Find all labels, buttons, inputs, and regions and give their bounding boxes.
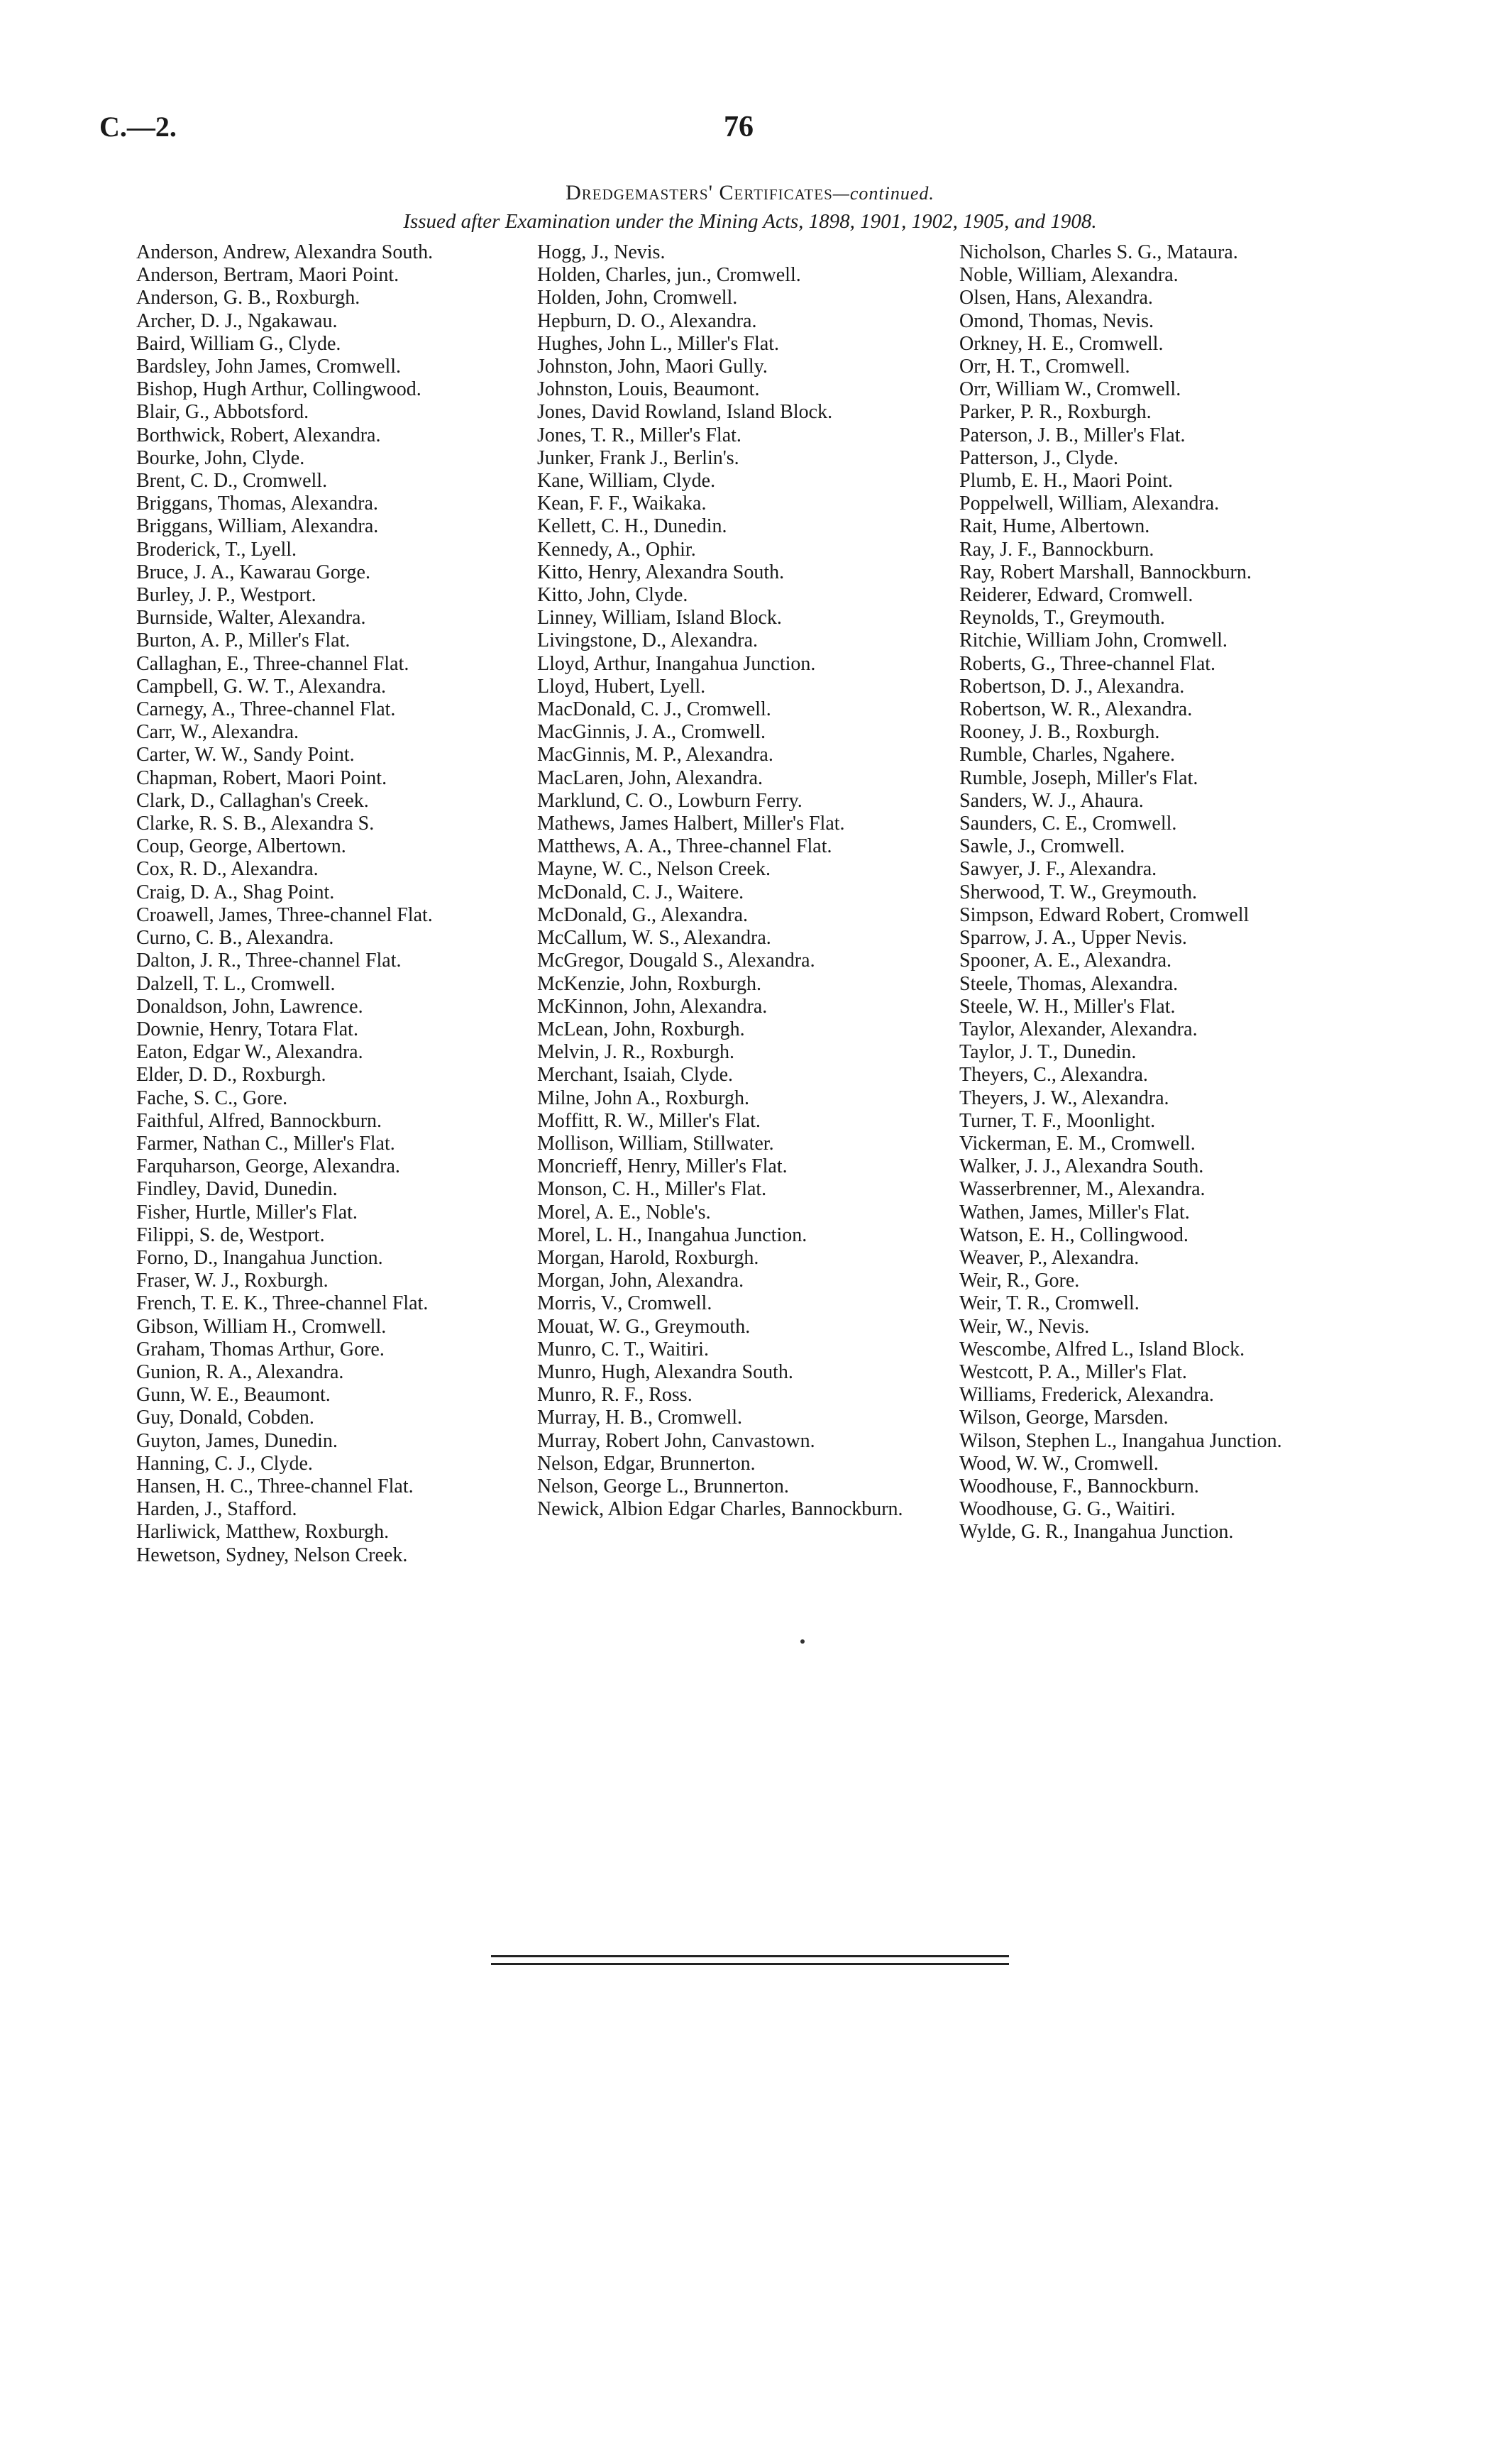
certificate-holder-entry: Reynolds, T., Greymouth. <box>959 607 1165 629</box>
certificate-holder-entry: Blair, G., Abbotsford. <box>136 401 309 424</box>
certificate-holder-entry: Roberts, G., Three-channel Flat. <box>959 652 1216 675</box>
certificate-holder-entry: Milne, John A., Roxburgh. <box>537 1087 749 1109</box>
certificate-holder-entry: Nelson, Edgar, Brunnerton. <box>537 1452 756 1475</box>
certificate-holder-entry: Harliwick, Matthew, Roxburgh. <box>136 1521 390 1544</box>
certificate-holder-entry: Moffitt, R. W., Miller's Flat. <box>537 1109 761 1132</box>
certificate-holder-entry: Borthwick, Robert, Alexandra. <box>136 424 381 446</box>
certificate-holder-entry: Paterson, J. B., Miller's Flat. <box>959 424 1186 446</box>
page-reference: C.—2. <box>99 111 177 143</box>
certificate-holder-entry: Morgan, John, Alexandra. <box>537 1270 744 1292</box>
certificate-holder-entry: McKinnon, John, Alexandra. <box>537 995 768 1018</box>
certificate-holder-entry: Filippi, S. de, Westport. <box>136 1223 325 1246</box>
certificate-holder-entry: Anderson, Andrew, Alexandra South. <box>136 241 434 263</box>
certificate-holder-entry: Lloyd, Hubert, Lyell. <box>537 675 706 698</box>
certificate-holder-entry: Livingstone, D., Alexandra. <box>537 629 759 652</box>
certificate-holder-entry: Nelson, George L., Brunnerton. <box>537 1475 789 1497</box>
page-number: 76 <box>724 111 754 143</box>
certificate-holder-entry: Harden, J., Stafford. <box>136 1498 297 1521</box>
certificate-holder-entry: Chapman, Robert, Maori Point. <box>136 766 387 789</box>
section-title-main: Dredgemasters' Certificates <box>566 181 833 204</box>
certificate-holder-entry: Weir, T. R., Cromwell. <box>959 1292 1140 1315</box>
certificate-holder-entry: Findley, David, Dunedin. <box>136 1178 338 1201</box>
certificate-holder-entry: MacLaren, John, Alexandra. <box>537 766 763 789</box>
certificate-holder-entry: Watson, E. H., Collingwood. <box>959 1223 1189 1246</box>
certificate-holder-entry: Kane, William, Clyde. <box>537 470 716 493</box>
certificate-holder-entry: Mollison, William, Stillwater. <box>537 1132 774 1155</box>
certificate-holder-entry: Mathews, James Halbert, Miller's Flat. <box>537 813 845 835</box>
certificate-holder-entry: Guy, Donald, Cobden. <box>136 1407 314 1429</box>
certificate-holder-entry: Olsen, Hans, Alexandra. <box>959 287 1153 309</box>
certificate-holder-entry: Theyers, J. W., Alexandra. <box>959 1087 1169 1109</box>
certificate-holder-entry: Elder, D. D., Roxburgh. <box>136 1064 326 1087</box>
certificate-holder-entry: Turner, T. F., Moonlight. <box>959 1109 1156 1132</box>
certificate-holder-entry: Woodhouse, F., Bannockburn. <box>959 1475 1199 1497</box>
certificate-holder-entry: Morel, L. H., Inangahua Junction. <box>537 1223 807 1246</box>
certificate-holder-entry: Archer, D. J., Ngakawau. <box>136 309 338 332</box>
certificate-holder-entry: MacDonald, C. J., Cromwell. <box>537 698 771 721</box>
certificate-holder-entry: Merchant, Isaiah, Clyde. <box>537 1064 734 1087</box>
certificate-holder-entry: Reiderer, Edward, Cromwell. <box>959 584 1193 607</box>
certificate-holder-entry: Hepburn, D. O., Alexandra. <box>537 309 757 332</box>
certificate-holder-entry: Munro, R. F., Ross. <box>537 1384 693 1407</box>
ink-speck <box>800 1639 805 1644</box>
certificate-holder-entry: Woodhouse, G. G., Waitiri. <box>959 1498 1176 1521</box>
certificate-holder-entry: Wathen, James, Miller's Flat. <box>959 1201 1190 1223</box>
certificate-holder-entry: Ray, J. F., Bannockburn. <box>959 538 1154 561</box>
certificate-holder-entry: Hansen, H. C., Three-channel Flat. <box>136 1475 414 1497</box>
section-title <box>0 181 1500 205</box>
certificate-holder-entry: Hanning, C. J., Clyde. <box>136 1452 313 1475</box>
certificate-holder-entry: Bishop, Hugh Arthur, Collingwood. <box>136 378 421 401</box>
certificate-holder-entry: Cox, R. D., Alexandra. <box>136 858 319 881</box>
certificate-holder-entry: Bruce, J. A., Kawarau Gorge. <box>136 561 370 583</box>
certificate-holder-entry: Wilson, Stephen L., Inangahua Junction. <box>959 1429 1282 1452</box>
certificate-holder-entry: Steele, Thomas, Alexandra. <box>959 972 1179 995</box>
certificate-holder-entry: Campbell, G. W. T., Alexandra. <box>136 675 387 698</box>
certificate-holder-entry: French, T. E. K., Three-channel Flat. <box>136 1292 429 1315</box>
certificate-holder-entry: Clark, D., Callaghan's Creek. <box>136 789 369 812</box>
certificate-holder-entry: Farquharson, George, Alexandra. <box>136 1155 400 1178</box>
certificate-holder-entry: McKenzie, John, Roxburgh. <box>537 972 761 995</box>
certificate-holder-entry: Brent, C. D., Cromwell. <box>136 470 328 493</box>
certificate-holder-entry: Gunion, R. A., Alexandra. <box>136 1360 344 1383</box>
certificate-holder-entry: Dalzell, T. L., Cromwell. <box>136 972 336 995</box>
certificate-holder-entry: Kean, F. F., Waikaka. <box>537 493 707 515</box>
names-column-3 <box>959 241 1385 1544</box>
certificate-holder-entry: Ritchie, William John, Cromwell. <box>959 629 1228 652</box>
certificate-holder-entry: Coup, George, Albertown. <box>136 835 346 858</box>
certificate-holder-entry: Orr, H. T., Cromwell. <box>959 356 1130 378</box>
certificate-holder-entry: Omond, Thomas, Nevis. <box>959 309 1154 332</box>
certificate-holder-entry: Weir, W., Nevis. <box>959 1315 1090 1338</box>
certificate-holder-entry: Sanders, W. J., Ahaura. <box>959 789 1144 812</box>
certificate-holder-entry: Robertson, W. R., Alexandra. <box>959 698 1193 721</box>
closing-rule-bottom <box>491 1963 1009 1965</box>
certificate-holder-entry: Orkney, H. E., Cromwell. <box>959 332 1164 355</box>
certificate-holder-entry: McDonald, G., Alexandra. <box>537 903 749 926</box>
certificate-holder-entry: Eaton, Edgar W., Alexandra. <box>136 1041 363 1064</box>
certificate-holder-entry: Rumble, Charles, Ngahere. <box>959 744 1176 766</box>
certificate-holder-entry: Fisher, Hurtle, Miller's Flat. <box>136 1201 358 1223</box>
certificate-holder-entry: Burton, A. P., Miller's Flat. <box>136 629 351 652</box>
certificate-holder-entry: Ray, Robert Marshall, Bannockburn. <box>959 561 1252 583</box>
certificate-holder-entry: Poppelwell, William, Alexandra. <box>959 493 1220 515</box>
certificate-holder-entry: Callaghan, E., Three-channel Flat. <box>136 652 409 675</box>
certificate-holder-entry: Steele, W. H., Miller's Flat. <box>959 995 1176 1018</box>
certificate-holder-entry: Carr, W., Alexandra. <box>136 721 299 744</box>
certificate-holder-entry: Holden, John, Cromwell. <box>537 287 738 309</box>
certificate-holder-entry: Hogg, J., Nevis. <box>537 241 666 263</box>
certificate-holder-entry: Croawell, James, Three-channel Flat. <box>136 903 433 926</box>
certificate-holder-entry: Anderson, G. B., Roxburgh. <box>136 287 360 309</box>
certificate-holder-entry: Downie, Henry, Totara Flat. <box>136 1018 358 1040</box>
certificate-holder-entry: Murray, Robert John, Canvastown. <box>537 1429 815 1452</box>
certificate-holder-entry: Junker, Frank J., Berlin's. <box>537 446 739 469</box>
certificate-holder-entry: Rumble, Joseph, Miller's Flat. <box>959 766 1198 789</box>
certificate-holder-entry: Plumb, E. H., Maori Point. <box>959 470 1174 493</box>
certificate-holder-entry: Jones, T. R., Miller's Flat. <box>537 424 741 446</box>
certificate-holder-entry: Linney, William, Island Block. <box>537 607 782 629</box>
certificate-holder-entry: Briggans, Thomas, Alexandra. <box>136 493 378 515</box>
certificate-holder-entry: Fraser, W. J., Roxburgh. <box>136 1270 329 1292</box>
certificate-holder-entry: Broderick, T., Lyell. <box>136 538 297 561</box>
certificate-holder-entry: Noble, William, Alexandra. <box>959 264 1179 287</box>
certificate-holder-entry: Murray, H. B., Cromwell. <box>537 1407 743 1429</box>
certificate-holder-entry: Kennedy, A., Ophir. <box>537 538 696 561</box>
certificate-holder-entry: Sparrow, J. A., Upper Nevis. <box>959 927 1187 950</box>
certificate-holder-entry: Hewetson, Sydney, Nelson Creek. <box>136 1544 408 1566</box>
certificate-holder-entry: McGregor, Dougald S., Alexandra. <box>537 950 815 972</box>
certificate-holder-entry: Newick, Albion Edgar Charles, Bannockburn. <box>537 1498 903 1521</box>
closing-rule-top <box>491 1955 1009 1957</box>
certificate-holder-entry: Fache, S. C., Gore. <box>136 1087 288 1109</box>
certificate-holder-entry: Wilson, George, Marsden. <box>959 1407 1169 1429</box>
certificate-holder-entry: Moncrieff, Henry, Miller's Flat. <box>537 1155 788 1178</box>
certificate-holder-entry: Kitto, John, Clyde. <box>537 584 688 607</box>
certificate-holder-entry: Johnston, John, Maori Gully. <box>537 356 768 378</box>
certificate-holder-entry: Jones, David Rowland, Island Block. <box>537 401 833 424</box>
certificate-holder-entry: Morgan, Harold, Roxburgh. <box>537 1246 759 1269</box>
certificate-holder-entry: Wood, W. W., Cromwell. <box>959 1452 1159 1475</box>
certificate-holder-entry: Johnston, Louis, Beaumont. <box>537 378 760 401</box>
certificate-holder-entry: McCallum, W. S., Alexandra. <box>537 927 771 950</box>
certificate-holder-entry: Gibson, William H., Cromwell. <box>136 1315 387 1338</box>
certificate-holder-entry: Kellett, C. H., Dunedin. <box>537 515 727 538</box>
certificate-holder-entry: McDonald, C. J., Waitere. <box>537 881 744 903</box>
certificate-holder-entry: McLean, John, Roxburgh. <box>537 1018 745 1040</box>
certificate-holder-entry: Sherwood, T. W., Greymouth. <box>959 881 1197 903</box>
certificate-holder-entry: Theyers, C., Alexandra. <box>959 1064 1148 1087</box>
certificate-holder-entry: Williams, Frederick, Alexandra. <box>959 1384 1214 1407</box>
certificate-holder-entry: Saunders, C. E., Cromwell. <box>959 813 1177 835</box>
certificate-holder-entry: Faithful, Alfred, Bannockburn. <box>136 1109 382 1132</box>
certificate-holder-entry: Briggans, William, Alexandra. <box>136 515 379 538</box>
certificate-holder-entry: Simpson, Edward Robert, Cromwell <box>959 903 1250 926</box>
certificate-holder-entry: Anderson, Bertram, Maori Point. <box>136 264 399 287</box>
certificate-holder-entry: Clarke, R. S. B., Alexandra S. <box>136 813 375 835</box>
certificate-holder-entry: Weaver, P., Alexandra. <box>959 1246 1140 1269</box>
certificate-holder-entry: Holden, Charles, jun., Cromwell. <box>537 264 801 287</box>
certificate-holder-entry: Hughes, John L., Miller's Flat. <box>537 332 780 355</box>
certificate-holder-entry: Rait, Hume, Albertown. <box>959 515 1150 538</box>
certificate-holder-entry: MacGinnis, J. A., Cromwell. <box>537 721 766 744</box>
certificate-holder-entry: Carter, W. W., Sandy Point. <box>136 744 355 766</box>
certificate-holder-entry: Carnegy, A., Three-channel Flat. <box>136 698 396 721</box>
certificate-holder-entry: Wylde, G. R., Inangahua Junction. <box>959 1521 1234 1544</box>
section-subtitle: Issued after Examination under the Mining Acts, 1898, 1901, 1902, 1905, and 1908. <box>403 210 1097 233</box>
certificate-holder-entry: Westcott, P. A., Miller's Flat. <box>959 1360 1187 1383</box>
certificate-holder-entry: Munro, C. T., Waitiri. <box>537 1338 709 1360</box>
certificate-holder-entry: Munro, Hugh, Alexandra South. <box>537 1360 793 1383</box>
certificate-holder-entry: Taylor, J. T., Dunedin. <box>959 1041 1137 1064</box>
certificate-holder-entry: Graham, Thomas Arthur, Gore. <box>136 1338 385 1360</box>
certificate-holder-entry: Craig, D. A., Shag Point. <box>136 881 335 903</box>
certificate-holder-entry: Sawle, J., Cromwell. <box>959 835 1125 858</box>
certificate-holder-entry: Matthews, A. A., Three-channel Flat. <box>537 835 832 858</box>
certificate-holder-entry: Monson, C. H., Miller's Flat. <box>537 1178 767 1201</box>
certificate-holder-entry: Weir, R., Gore. <box>959 1270 1080 1292</box>
certificate-holder-entry: Dalton, J. R., Three-channel Flat. <box>136 950 402 972</box>
certificate-holder-entry: Guyton, James, Dunedin. <box>136 1429 338 1452</box>
certificate-holder-entry: Patterson, J., Clyde. <box>959 446 1118 469</box>
certificate-holder-entry: Kitto, Henry, Alexandra South. <box>537 561 785 583</box>
certificate-holder-entry: Nicholson, Charles S. G., Mataura. <box>959 241 1238 263</box>
certificate-holder-entry: MacGinnis, M. P., Alexandra. <box>537 744 773 766</box>
names-column-1 <box>136 241 534 1567</box>
certificate-holder-entry: Lloyd, Arthur, Inangahua Junction. <box>537 652 816 675</box>
certificate-holder-entry: Mouat, W. G., Greymouth. <box>537 1315 751 1338</box>
certificate-holder-entry: Forno, D., Inangahua Junction. <box>136 1246 383 1269</box>
certificate-holder-entry: Walker, J. J., Alexandra South. <box>959 1155 1204 1178</box>
certificate-holder-entry: Bourke, John, Clyde. <box>136 446 305 469</box>
certificate-holder-entry: Baird, William G., Clyde. <box>136 332 341 355</box>
certificate-holder-entry: Spooner, A. E., Alexandra. <box>959 950 1172 972</box>
certificate-holder-entry: Rooney, J. B., Roxburgh. <box>959 721 1160 744</box>
certificate-holder-entry: Bardsley, John James, Cromwell. <box>136 356 402 378</box>
certificate-holder-entry: Robertson, D. J., Alexandra. <box>959 675 1185 698</box>
names-column-2 <box>537 241 956 1521</box>
certificate-holder-entry: Vickerman, E. M., Cromwell. <box>959 1132 1196 1155</box>
certificate-holder-entry: Sawyer, J. F., Alexandra. <box>959 858 1157 881</box>
certificate-holder-entry: Burnside, Walter, Alexandra. <box>136 607 366 629</box>
certificate-holder-entry: Wasserbrenner, M., Alexandra. <box>959 1178 1206 1201</box>
certificate-holder-entry: Gunn, W. E., Beaumont. <box>136 1384 331 1407</box>
certificate-holder-entry: Wescombe, Alfred L., Island Block. <box>959 1338 1245 1360</box>
certificate-holder-entry: Morris, V., Cromwell. <box>537 1292 712 1315</box>
certificate-holder-entry: Melvin, J. R., Roxburgh. <box>537 1041 734 1064</box>
certificate-holder-entry: Curno, C. B., Alexandra. <box>136 927 334 950</box>
section-title-suffix: —continued. <box>832 183 934 204</box>
certificate-holder-entry: Parker, P. R., Roxburgh. <box>959 401 1152 424</box>
certificate-holder-entry: Farmer, Nathan C., Miller's Flat. <box>136 1132 395 1155</box>
certificate-holder-entry: Burley, J. P., Westport. <box>136 584 316 607</box>
certificate-holder-entry: Donaldson, John, Lawrence. <box>136 995 363 1018</box>
certificate-holder-entry: Mayne, W. C., Nelson Creek. <box>537 858 771 881</box>
certificate-holder-entry: Taylor, Alexander, Alexandra. <box>959 1018 1198 1040</box>
certificate-holder-entry: Morel, A. E., Noble's. <box>537 1201 711 1223</box>
certificate-holder-entry: Marklund, C. O., Lowburn Ferry. <box>537 789 803 812</box>
certificate-holder-entry: Orr, William W., Cromwell. <box>959 378 1181 401</box>
